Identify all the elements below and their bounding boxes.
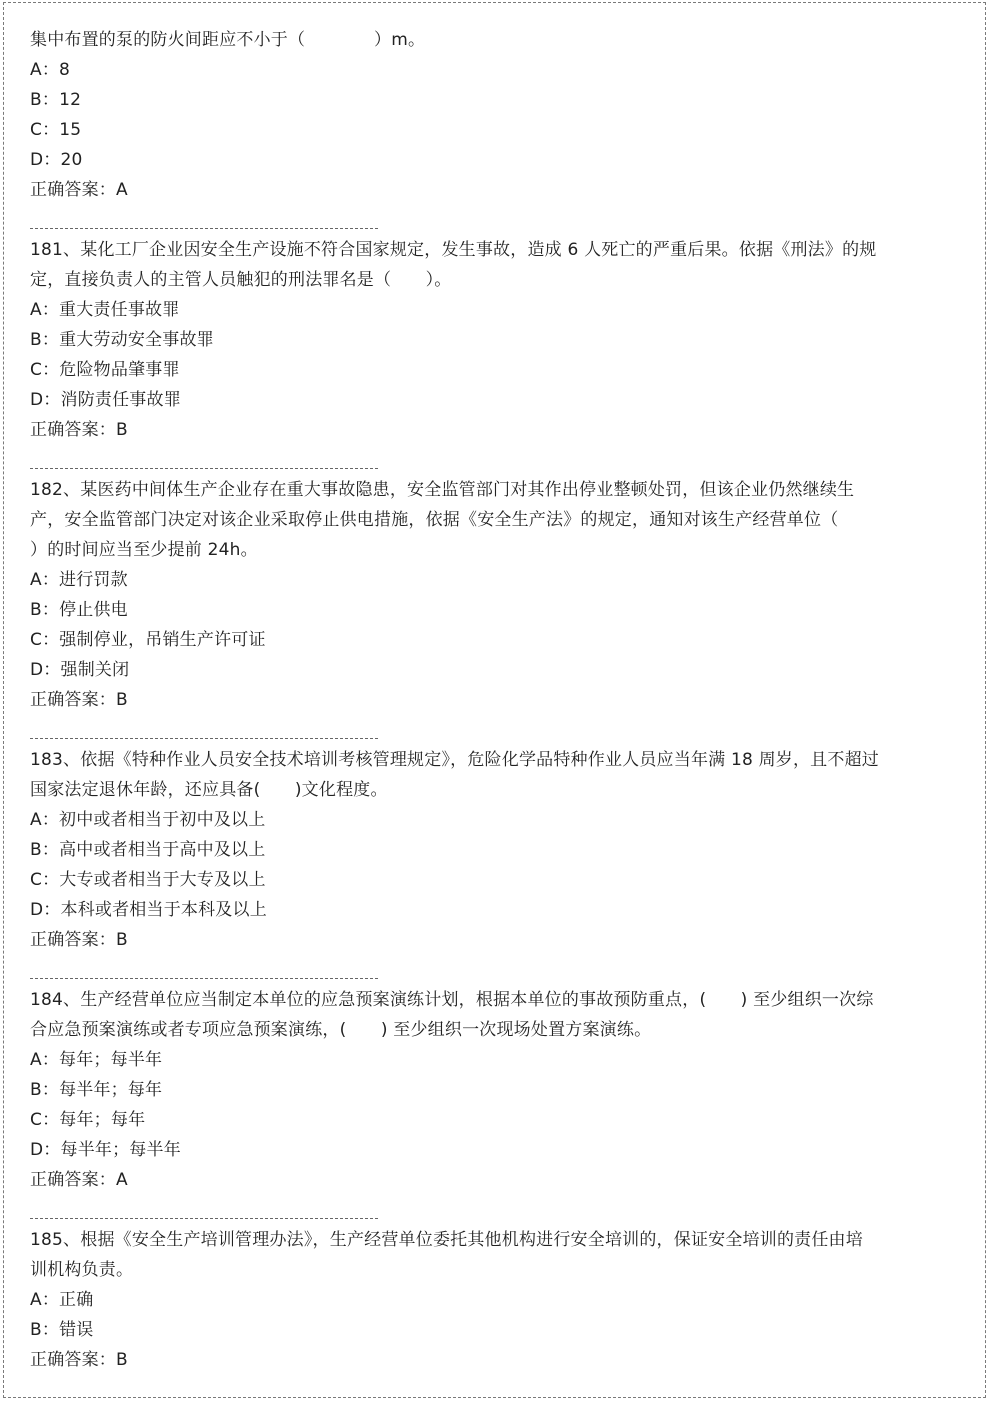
question-block (30, 25, 880, 205)
correct-answer: 正确答案：B (30, 930, 128, 950)
option-a: A：正确 (30, 1290, 94, 1310)
question-block (30, 235, 880, 445)
question-stem: 185、根据《安全生产培训管理办法》，生产经营单位委托其他机构进行安全培训的，保证安全培训的责任由培训机构负责。 (30, 1230, 863, 1280)
option-c: C：强制停业，吊销生产许可证 (30, 630, 266, 650)
question-stem: 183、依据《特种作业人员安全技术培训考核管理规定》，危险化学品特种作业人员应当年满 18 周岁，且不超过国家法定退休年龄，还应具备( )文化程度。 (30, 750, 879, 800)
option-c: C：大专或者相当于大专及以上 (30, 870, 266, 890)
correct-answer: 正确答案：A (30, 180, 128, 200)
option-a: A：进行罚款 (30, 570, 128, 590)
option-d: D：20 (30, 150, 83, 170)
dashed-separator (30, 955, 880, 985)
option-b: B：每半年；每年 (30, 1080, 163, 1100)
option-b: B：错误 (30, 1320, 94, 1340)
option-d: D：强制关闭 (30, 660, 130, 680)
question-block (30, 1225, 880, 1375)
option-d: D：消防责任事故罪 (30, 390, 181, 410)
question-block (30, 745, 880, 955)
correct-answer: 正确答案：B (30, 1350, 128, 1370)
question-stem: 182、某医药中间体生产企业存在重大事故隐患，安全监管部门对其作出停业整顿处罚，但该企业仍然继续生产，安全监管部门决定对该企业采取停止供电措施，依据《安全生产法》的规定，通知对该生产经营单位（ ）的时间应当至少提前 24h。 (30, 480, 873, 560)
option-d: D：本科或者相当于本科及以上 (30, 900, 267, 920)
dashed-separator (30, 1195, 880, 1225)
dashed-separator (30, 715, 880, 745)
option-c: C：15 (30, 120, 82, 140)
question-stem: 181、某化工厂企业因安全生产设施不符合国家规定，发生事故，造成 6 人死亡的严重后果。依据《刑法》的规定，直接负责人的主管人员触犯的刑法罪名是（ ）。 (30, 240, 877, 290)
option-a: A：重大责任事故罪 (30, 300, 180, 320)
correct-answer: 正确答案：B (30, 420, 128, 440)
option-b: B：高中或者相当于高中及以上 (30, 840, 266, 860)
question-list (30, 25, 880, 1375)
dashed-separator (30, 205, 880, 235)
option-c: C：每年；每年 (30, 1110, 146, 1130)
option-a: A：每年；每半年 (30, 1050, 163, 1070)
correct-answer: 正确答案：A (30, 1170, 128, 1190)
option-a: A：8 (30, 60, 71, 80)
option-b: B：停止供电 (30, 600, 128, 620)
correct-answer: 正确答案：B (30, 690, 128, 710)
question-block (30, 475, 880, 715)
option-a: A：初中或者相当于初中及以上 (30, 810, 266, 830)
dashed-separator (30, 445, 880, 475)
question-block (30, 985, 880, 1195)
question-stem: 集中布置的泵的防火间距应不小于（ ）m。 (30, 30, 426, 50)
question-stem: 184、生产经营单位应当制定本单位的应急预案演练计划，根据本单位的事故预防重点，( ) 至少组织一次综合应急预案演练或者专项应急预案演练，( ) 至少组织一次现场处置方案演练。 (30, 990, 874, 1040)
option-d: D：每半年；每半年 (30, 1140, 181, 1160)
option-c: C：危险物品肇事罪 (30, 360, 180, 380)
option-b: B：12 (30, 90, 82, 110)
option-b: B：重大劳动安全事故罪 (30, 330, 214, 350)
